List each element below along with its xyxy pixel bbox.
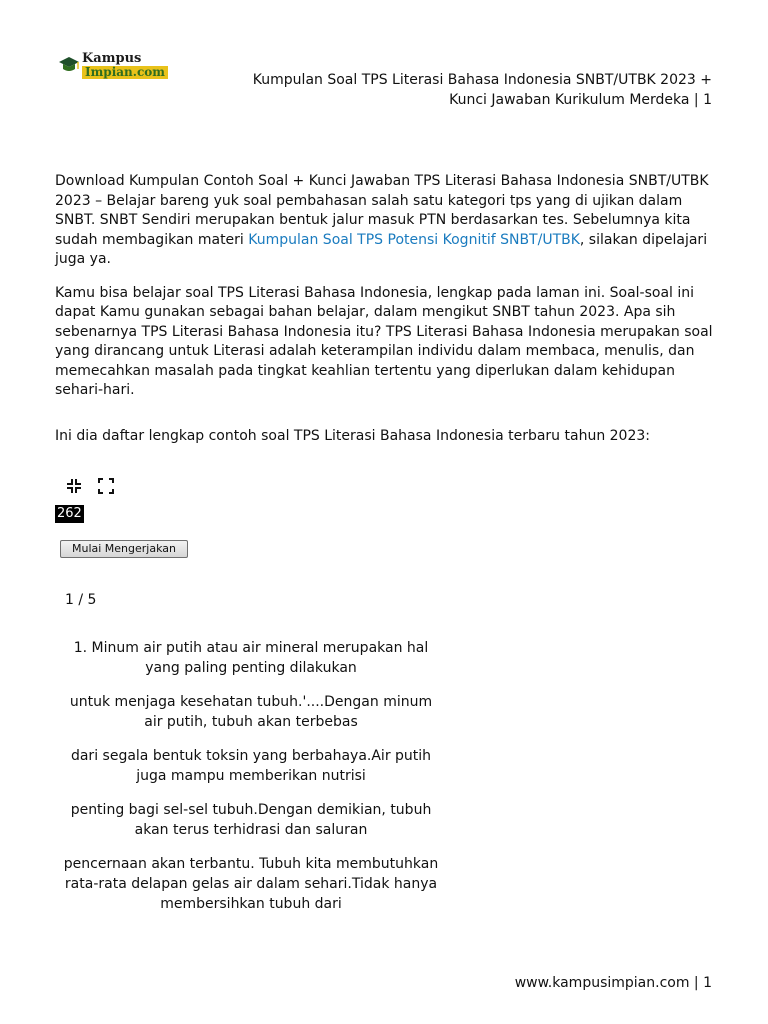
exit-fullscreen-icon[interactable] [66,478,82,494]
site-logo[interactable] [58,52,186,86]
question-part: pencernaan akan terbantu. Tubuh kita membutuhkan rata-rata delapan gelas air dalam sehari.Tidak hanya membersihkan tubuh dari [63,856,439,912]
page-header [212,70,712,110]
quiz-toolbar [66,478,114,494]
article-body [55,172,715,460]
question-progress: 1 / 5 [65,592,97,608]
question-text [62,638,440,928]
header-title-line1: Kumpulan Soal TPS Literasi Bahasa Indonesia SNBT/UTBK 2023 + [252,72,712,88]
question-part: 1. Minum air putih atau air mineral merupakan hal yang paling penting dilakukan [73,640,429,676]
fullscreen-icon[interactable] [98,478,114,494]
graduation-cap-icon [58,54,80,76]
question-part: penting bagi sel-sel tubuh.Dengan demikian, tubuh akan terus terhidrasi dan saluran [70,802,432,838]
page-footer: www.kampusimpian.com | 1 [514,975,712,991]
logo-text-line2: Impian.com [82,66,168,79]
intro-paragraph [55,172,715,270]
intro-text-end: , silakan dipelajari juga ya. [55,231,708,267]
quiz-counter: 262 [57,506,82,521]
logo-text-line1: Kampus [82,51,142,66]
start-quiz-button[interactable]: Mulai Mengerjakan [60,540,188,558]
description-paragraph: Kamu bisa belajar soal TPS Literasi Bahasa Indonesia, lengkap pada laman ini. Soal-soal ini dapat Kamu gunakan sebagai bahan belajar, dalam mengikut SNBT tahun 2023. Apa sih sebenarnya TPS Literasi Bahasa Indonesia itu? TPS Literasi Bahasa Indonesia merupakan soal yang dirancang untuk Literasi adalah keterampilan individu dalam membaca, menulis, dan memecahkan masalah pada tingkat keahlian tertentu yang diperlukan dalam kehidupan sehari-hari. [55,284,713,398]
header-title-line2: Kunci Jawaban Kurikulum Merdeka | 1 [449,92,712,108]
potensi-kognitif-link[interactable]: Kumpulan Soal TPS Potensi Kognitif SNBT/UTBK [248,231,580,248]
intro-text: Download Kumpulan Contoh Soal + Kunci Jawaban TPS Literasi Bahasa Indonesia SNBT/UTBK 2023 – Belajar bareng yuk soal pembahasan salah satu kategori tps yang di ujikan dalam SNBT. SNBT Sendiri merupakan bentuk jalur masuk PTN berdasarkan tes. Sebelumnya kita sudah membagikan materi [55,173,709,248]
question-part: dari segala bentuk toksin yang berbahaya.Air putih juga mampu memberikan nutrisi [70,748,432,784]
question-part: untuk menjaga kesehatan tubuh.'....Dengan minum air putih, tubuh akan terbebas [69,694,433,730]
list-intro-paragraph: Ini dia daftar lengkap contoh soal TPS Literasi Bahasa Indonesia terbaru tahun 2023: [55,427,650,444]
